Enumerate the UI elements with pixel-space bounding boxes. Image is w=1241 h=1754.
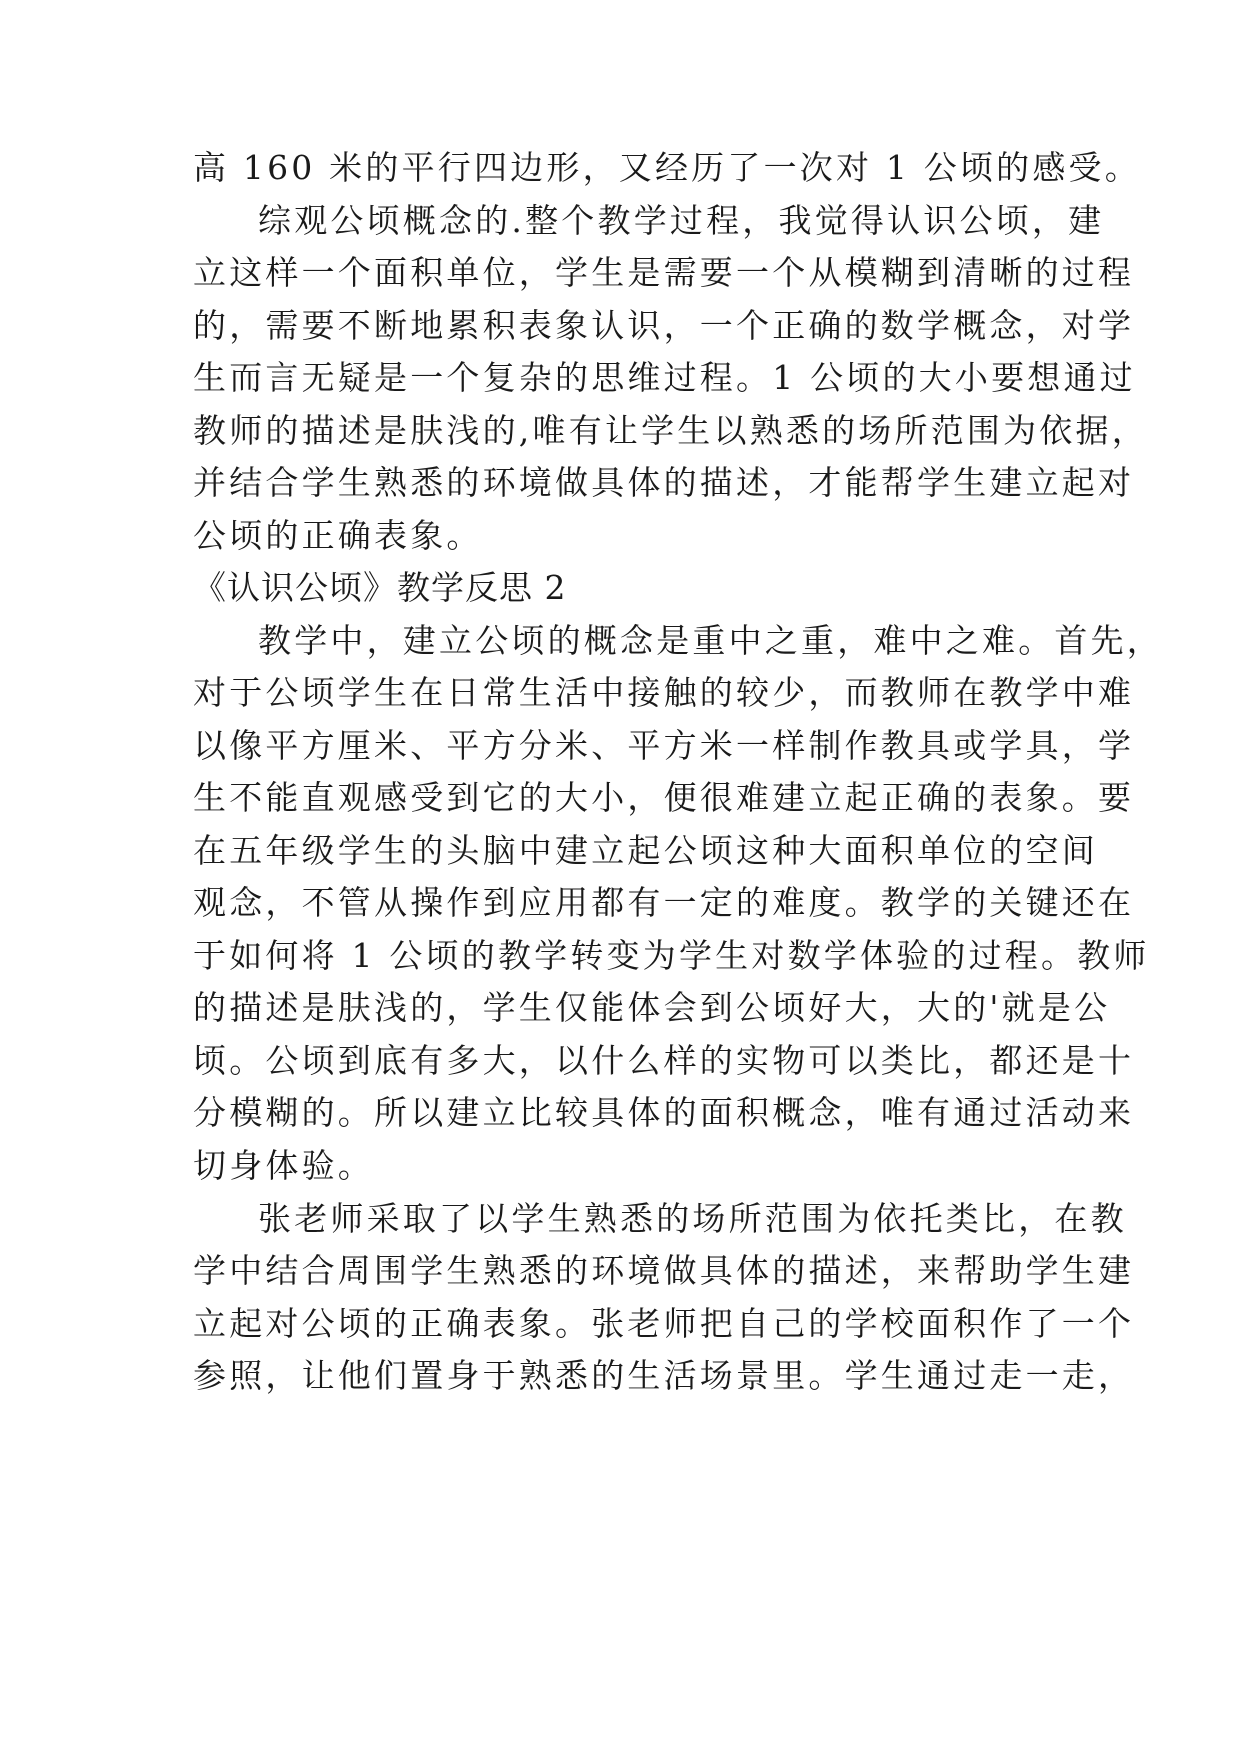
text-line: 并结合学生熟悉的环境做具体的描述，才能帮学生建立起对 xyxy=(193,463,1135,502)
text-line: 的，需要不断地累积表象认识，一个正确的数学概念，对学 xyxy=(193,306,1135,345)
text-line: 生不能直观感受到它的大小，便很难建立起正确的表象。要 xyxy=(193,778,1135,817)
paragraph-first-line: 张老师采取了以学生熟悉的场所范围为依托类比，在教 xyxy=(258,1199,1127,1238)
text-line: 立起对公顷的正确表象。张老师把自己的学校面积作了一个 xyxy=(193,1304,1135,1343)
text-line: 分模糊的。所以建立比较具体的面积概念，唯有通过活动来 xyxy=(193,1093,1135,1132)
text-line: 观念，不管从操作到应用都有一定的难度。教学的关键还在 xyxy=(193,883,1135,922)
text-line: 的描述是肤浅的，学生仅能体会到公顷好大，大的'就是公 xyxy=(193,988,1111,1027)
paragraph-first-line: 综观公顷概念的.整个教学过程，我觉得认识公顷，建 xyxy=(258,201,1105,240)
text-line: 在五年级学生的头脑中建立起公顷这种大面积单位的空间 xyxy=(193,831,1098,870)
text-line: 以像平方厘米、平方分米、平方米一样制作教具或学具，学 xyxy=(193,726,1135,765)
text-line: 教师的描述是肤浅的,唯有让学生以熟悉的场所范围为依据， xyxy=(193,411,1148,450)
text-line: 公顷的正确表象。 xyxy=(193,516,483,555)
text-line: 于如何将 1 公顷的教学转变为学生对数学体验的过程。教师 xyxy=(193,936,1150,975)
text-line: 顷。公顷到底有多大，以什么样的实物可以类比，都还是十 xyxy=(193,1041,1135,1080)
text-line: 高 160 米的平行四边形，又经历了一次对 1 公顷的感受。 xyxy=(193,148,1141,187)
text-line: 对于公顷学生在日常生活中接触的较少，而教师在教学中难 xyxy=(193,673,1135,712)
text-line: 切身体验。 xyxy=(193,1146,374,1185)
text-line: 学中结合周围学生熟悉的环境做具体的描述，来帮助学生建 xyxy=(193,1251,1135,1290)
text-line: 参照，让他们置身于熟悉的生活场景里。学生通过走一走， xyxy=(193,1356,1135,1395)
section-title: 《认识公顷》教学反思 2 xyxy=(193,568,567,607)
text-line: 立这样一个面积单位，学生是需要一个从模糊到清晰的过程 xyxy=(193,253,1135,292)
text-line: 生而言无疑是一个复杂的思维过程。1 公顷的大小要想通过 xyxy=(193,358,1136,397)
paragraph-first-line: 教学中，建立公顷的概念是重中之重，难中之难。首先， xyxy=(258,621,1163,660)
